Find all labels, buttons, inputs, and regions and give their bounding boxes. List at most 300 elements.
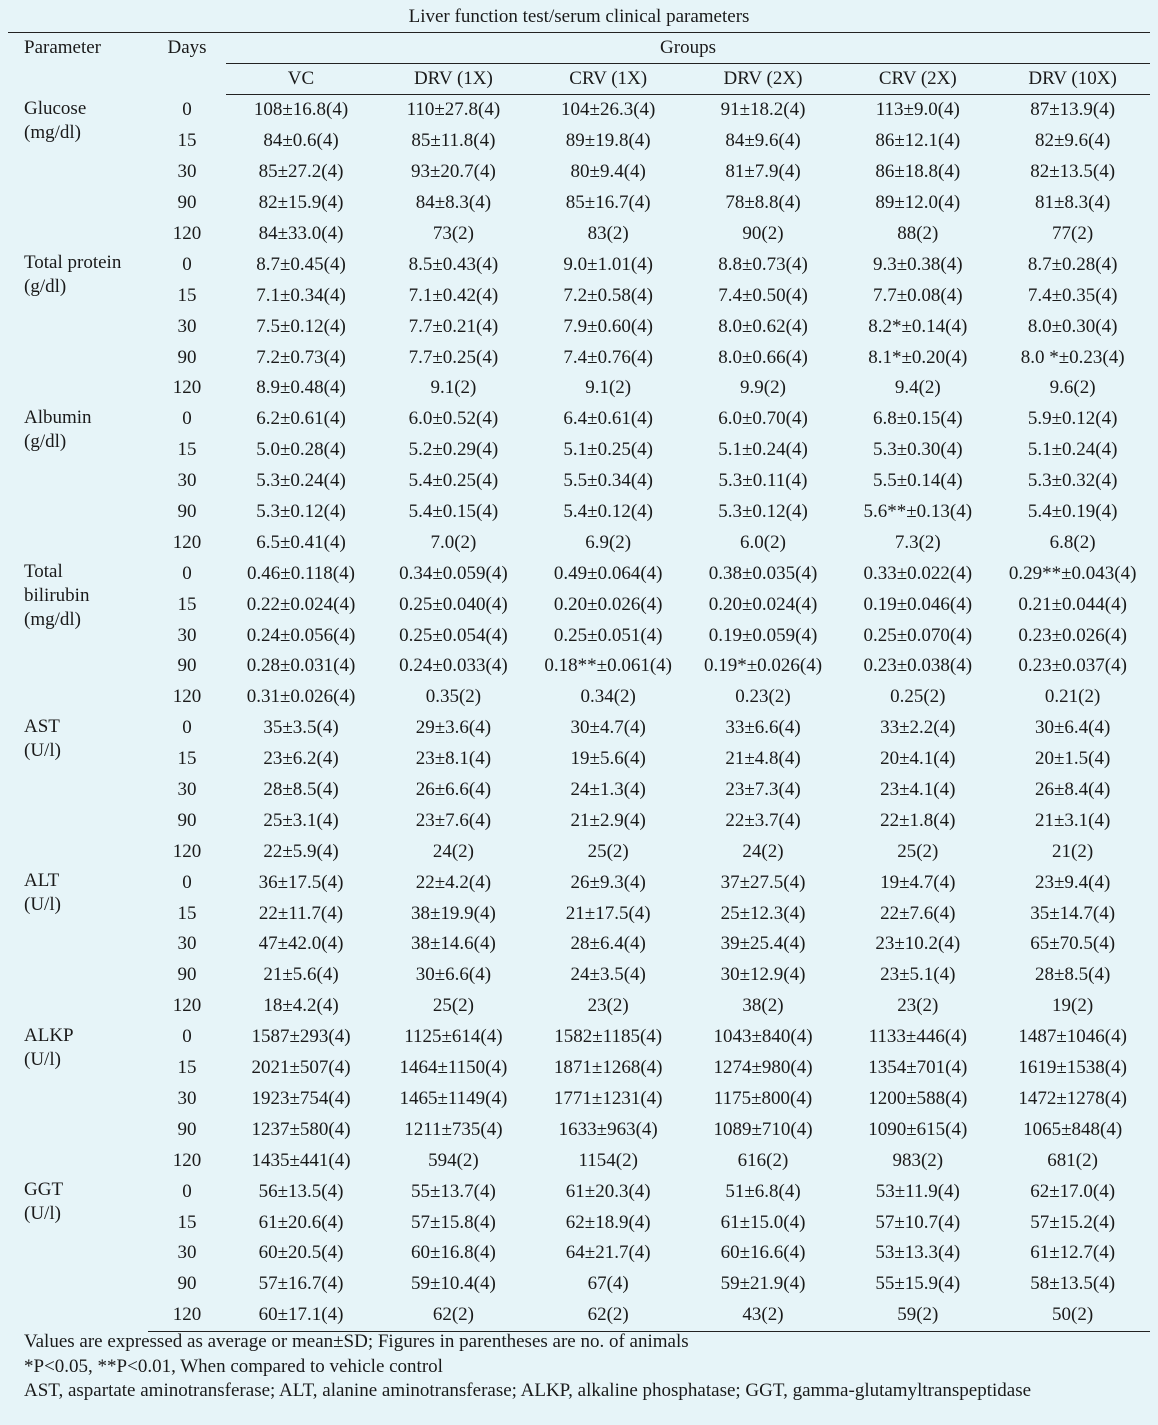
table-row [8, 775, 1150, 806]
value-cell: 29±3.6(4) [415, 717, 492, 739]
value-cell: 30±6.6(4) [415, 964, 492, 986]
value-cell: 22±5.9(4) [263, 840, 339, 862]
value-cell: 5.3±0.12(4) [256, 501, 346, 523]
value-cell: 1465±1149(4) [399, 1087, 508, 1109]
value-cell: 8.2*±0.14(4) [868, 315, 968, 337]
day-cell: 120 [172, 223, 202, 244]
value-cell: 0.24±0.056(4) [246, 624, 356, 646]
value-cell: 7.5±0.12(4) [256, 315, 346, 337]
day-cell: 15 [177, 748, 197, 770]
table-row [8, 373, 1150, 404]
value-cell: 6.5±0.41(4) [256, 531, 346, 553]
value-cell: 6.9(2) [585, 531, 632, 553]
value-cell: 23(2) [587, 995, 629, 1017]
value-cell: 22±4.2(4) [415, 871, 492, 893]
day-cell: 120 [172, 1149, 202, 1171]
value-cell: 81±7.9(4) [725, 161, 801, 183]
value-cell: 9.0±1.01(4) [563, 253, 653, 275]
day-cell: 90 [177, 346, 197, 368]
value-cell: 60±20.5(4) [258, 1242, 344, 1264]
value-cell: 23±8.1(4) [415, 748, 492, 770]
table-row [8, 589, 1150, 620]
value-cell: 30±4.7(4) [570, 717, 646, 739]
value-cell: 9.3±0.38(4) [872, 253, 963, 275]
value-cell: 30±12.9(4) [720, 964, 806, 986]
value-cell: 5.0±0.28(4) [256, 439, 346, 461]
value-cell: 57±10.7(4) [875, 1211, 961, 1233]
table-row [8, 991, 1150, 1022]
value-cell: 5.1±0.24(4) [718, 439, 808, 461]
value-cell: 23±10.2(4) [875, 933, 961, 955]
value-cell: 9.1(2) [585, 377, 632, 399]
value-cell: 22±1.8(4) [880, 809, 956, 831]
value-cell: 19±4.7(4) [880, 871, 956, 893]
value-cell: 1089±710(4) [713, 1118, 813, 1140]
value-cell: 83(2) [587, 223, 629, 244]
value-cell: 26±8.4(4) [1034, 779, 1111, 801]
value-cell: 1619±1538(4) [1018, 1057, 1127, 1079]
value-cell: 7.4±0.76(4) [563, 346, 653, 368]
value-cell: 21(2) [1052, 840, 1094, 862]
table-row [8, 1114, 1150, 1145]
table-row [8, 867, 1150, 898]
table-row [8, 558, 1150, 589]
value-cell: 57±15.8(4) [410, 1211, 496, 1233]
value-cell: 1175±800(4) [713, 1087, 813, 1109]
day-cell: 120 [172, 686, 202, 708]
value-cell: 37±27.5(4) [720, 871, 806, 893]
day-cell: 30 [177, 779, 197, 801]
value-cell: 108±16.8(4) [253, 99, 349, 121]
table-title: Liver function test/serum clinical parameters [8, 2, 1150, 33]
table-row [8, 527, 1150, 558]
value-cell: 24(2) [432, 840, 474, 862]
value-cell: 38±14.6(4) [410, 933, 496, 955]
value-cell: 23±7.3(4) [725, 779, 801, 801]
value-cell: 6.2±0.61(4) [256, 408, 346, 430]
table-row [8, 1176, 1150, 1207]
value-cell: 0.34±0.059(4) [399, 562, 508, 584]
value-cell: 28±8.5(4) [263, 779, 339, 801]
footnote-significance: *P<0.05, **P<0.01, When compared to vehicle control [24, 1355, 443, 1377]
table-row [8, 157, 1150, 188]
value-cell: 1211±735(4) [404, 1118, 503, 1140]
day-cell: 30 [177, 1242, 197, 1264]
value-cell: 0.24±0.033(4) [399, 655, 508, 677]
value-cell: 62±18.9(4) [565, 1211, 651, 1233]
day-cell: 0 [182, 562, 192, 584]
day-cell: 120 [148, 1300, 226, 1331]
value-cell: 1487±1046(4) [1018, 1026, 1127, 1048]
value-cell: 1472±1278(4) [1018, 1087, 1127, 1109]
table-row [8, 836, 1150, 867]
value-cell: 8.0 *±0.23(4) [1020, 346, 1125, 368]
value-cell: 0.19±0.046(4) [863, 593, 973, 615]
value-cell: 84±8.3(4) [415, 192, 492, 214]
value-cell: 43(2) [686, 1300, 841, 1331]
value-cell: 59±21.9(4) [720, 1273, 806, 1295]
value-cell: 7.9±0.60(4) [563, 315, 653, 337]
value-cell: 81±8.3(4) [1034, 192, 1111, 214]
parameter-label: ALT (U/l) [24, 870, 61, 916]
value-cell: 0.21(2) [1044, 686, 1101, 708]
table-row [8, 342, 1150, 373]
value-cell: 91±18.2(4) [720, 99, 806, 121]
value-cell: 7.7±0.21(4) [408, 315, 499, 337]
value-cell: 8.0±0.30(4) [1027, 315, 1118, 337]
value-cell: 57±15.2(4) [1030, 1211, 1116, 1233]
table-row [8, 805, 1150, 836]
table-row [8, 497, 1150, 528]
value-cell: 26±6.6(4) [415, 779, 492, 801]
value-cell: 8.8±0.73(4) [718, 253, 808, 275]
value-cell: 0.28±0.031(4) [246, 655, 356, 677]
value-cell: 21±3.1(4) [1034, 809, 1111, 831]
value-cell: 19(2) [1052, 995, 1094, 1017]
value-cell: 65±70.5(4) [1030, 933, 1116, 955]
value-cell: 82±15.9(4) [258, 192, 344, 214]
table-row [8, 651, 1150, 682]
value-cell: 53±13.3(4) [875, 1242, 961, 1264]
value-cell: 5.3±0.24(4) [256, 470, 346, 492]
value-cell: 1043±840(4) [713, 1026, 813, 1048]
value-cell: 28±8.5(4) [1034, 964, 1111, 986]
value-cell: 21±5.6(4) [263, 964, 339, 986]
value-cell: 33±6.6(4) [725, 717, 801, 739]
value-cell: 1871±1268(4) [553, 1057, 663, 1079]
day-cell: 120 [172, 995, 202, 1017]
table-row [8, 713, 1150, 744]
header-parameter: Parameter [24, 37, 102, 58]
footnote-values: Values are expressed as average or mean±SD; Figures in parentheses are no. of animals [24, 1331, 689, 1352]
value-cell: 90(2) [742, 223, 784, 244]
value-cell: 62±17.0(4) [1030, 1180, 1116, 1202]
value-cell: 84±9.6(4) [725, 130, 801, 152]
value-cell: 35±3.5(4) [263, 717, 339, 739]
value-cell: 0.21±0.044(4) [1018, 593, 1127, 615]
day-cell: 0 [182, 99, 192, 121]
value-cell: 1133±446(4) [868, 1026, 967, 1048]
day-cell: 30 [177, 624, 197, 646]
day-cell: 0 [182, 1180, 192, 1202]
value-cell: 5.3±0.32(4) [1027, 470, 1118, 492]
value-cell: 60±17.1(4) [226, 1300, 376, 1331]
value-cell: 5.1±0.25(4) [563, 439, 653, 461]
table-row [8, 1053, 1150, 1084]
parameter-label: ALKP (U/l) [24, 1024, 74, 1070]
value-cell: 60±16.8(4) [410, 1242, 496, 1264]
value-cell: 39±25.4(4) [720, 933, 806, 955]
value-cell: 21±4.8(4) [725, 748, 801, 770]
day-cell: 0 [182, 1026, 192, 1048]
value-cell: 7.1±0.42(4) [408, 284, 499, 306]
value-cell: 1125±614(4) [404, 1026, 503, 1048]
day-cell: 15 [177, 593, 197, 615]
value-cell: 61±20.6(4) [258, 1211, 344, 1233]
value-cell: 80±9.4(4) [570, 161, 646, 183]
table-row [8, 1145, 1150, 1176]
day-cell: 90 [177, 964, 197, 986]
value-cell: 1464±1150(4) [399, 1057, 508, 1079]
value-cell: 0.25±0.054(4) [399, 624, 508, 646]
value-cell: 24±1.3(4) [570, 779, 646, 801]
value-cell: 5.4±0.15(4) [408, 501, 499, 523]
column-header: CRV (1X) [531, 64, 686, 95]
value-cell: 61±20.3(4) [565, 1180, 651, 1202]
value-cell: 61±15.0(4) [720, 1211, 806, 1233]
value-cell: 88(2) [897, 223, 939, 244]
table-row [8, 126, 1150, 157]
value-cell: 0.31±0.026(4) [246, 686, 356, 708]
table-row [8, 682, 1150, 713]
value-cell: 5.4±0.19(4) [1027, 501, 1118, 523]
value-cell: 0.20±0.024(4) [708, 593, 818, 615]
value-cell: 5.3±0.30(4) [872, 439, 963, 461]
value-cell: 22±7.6(4) [880, 902, 956, 924]
value-cell: 5.2±0.29(4) [408, 439, 499, 461]
value-cell: 5.1±0.24(4) [1027, 439, 1118, 461]
day-cell: 90 [177, 1118, 197, 1140]
value-cell: 57±16.7(4) [258, 1273, 344, 1295]
column-header: DRV (10X) [995, 64, 1150, 95]
value-cell: 24(2) [742, 840, 784, 862]
value-cell: 35±14.7(4) [1030, 902, 1116, 924]
value-cell: 5.3±0.11(4) [718, 470, 808, 492]
value-cell: 7.1±0.34(4) [256, 284, 346, 306]
header-groups: Groups [226, 33, 1150, 64]
value-cell: 33±2.2(4) [880, 717, 956, 739]
value-cell: 983(2) [892, 1149, 944, 1171]
header-days: Days [167, 37, 207, 58]
value-cell: 1633±963(4) [558, 1118, 658, 1140]
parameter-label: AST (U/l) [24, 715, 61, 761]
day-cell: 90 [177, 809, 197, 831]
value-cell: 23±6.2(4) [263, 748, 339, 770]
value-cell: 23±7.6(4) [415, 809, 492, 831]
parameter-label: GGT (U/l) [24, 1179, 64, 1225]
value-cell: 9.4(2) [894, 377, 941, 399]
column-header: VC [226, 64, 376, 95]
value-cell: 8.1*±0.20(4) [868, 346, 968, 368]
value-cell: 89±19.8(4) [565, 130, 651, 152]
value-cell: 84±0.6(4) [263, 130, 339, 152]
value-cell: 2021±507(4) [251, 1057, 351, 1079]
value-cell: 0.29**±0.043(4) [1008, 562, 1137, 584]
value-cell: 1154(2) [578, 1149, 638, 1171]
day-cell: 15 [177, 1057, 197, 1079]
table-row [8, 1022, 1150, 1053]
liver-function-table [8, 2, 1150, 1332]
day-cell: 120 [172, 377, 202, 399]
table-row [8, 1084, 1150, 1115]
value-cell: 8.7±0.28(4) [1027, 253, 1118, 275]
value-cell: 0.34(2) [580, 686, 636, 708]
value-cell: 8.7±0.45(4) [256, 253, 346, 275]
value-cell: 1354±701(4) [868, 1057, 968, 1079]
value-cell: 0.25±0.070(4) [863, 624, 973, 646]
table-row [8, 249, 1150, 280]
value-cell: 6.4±0.61(4) [563, 408, 653, 430]
footnote-abbreviations: AST, aspartate aminotransferase; ALT, alanine aminotransferase; ALKP, alkaline phosphatase; GGT, gamma-glutamyltranspeptidase [24, 1380, 1032, 1401]
value-cell: 1582±1185(4) [554, 1026, 663, 1048]
value-cell: 0.46±0.118(4) [247, 562, 355, 584]
value-cell: 5.3±0.12(4) [718, 501, 808, 523]
value-cell: 5.4±0.12(4) [563, 501, 653, 523]
value-cell: 87±13.9(4) [1030, 99, 1116, 121]
parameter-label: Total protein (g/dl) [24, 252, 122, 298]
value-cell: 5.4±0.25(4) [408, 470, 499, 492]
table-row [8, 1207, 1150, 1238]
value-cell: 28±6.4(4) [570, 933, 646, 955]
value-cell: 21±2.9(4) [570, 809, 646, 831]
parameter-label: Total bilirubin (mg/dl) [24, 561, 90, 631]
value-cell: 84±33.0(4) [258, 223, 344, 244]
value-cell: 47±42.0(4) [258, 933, 344, 955]
value-cell: 22±3.7(4) [725, 809, 801, 831]
day-cell: 30 [177, 161, 197, 183]
day-cell: 90 [177, 192, 197, 214]
value-cell: 7.3(2) [894, 531, 941, 553]
day-cell: 30 [177, 315, 197, 337]
value-cell: 104±26.3(4) [561, 99, 656, 121]
value-cell: 89±12.0(4) [875, 192, 961, 214]
value-cell: 85±16.7(4) [565, 192, 651, 214]
value-cell: 6.8±0.15(4) [872, 408, 963, 430]
value-cell: 0.49±0.064(4) [553, 562, 663, 584]
value-cell: 18±4.2(4) [263, 995, 339, 1017]
parameter-label: Albumin (g/dl) [24, 406, 92, 452]
value-cell: 1587±293(4) [251, 1026, 351, 1048]
value-cell: 5.5±0.34(4) [563, 470, 653, 492]
table-row [8, 311, 1150, 342]
value-cell: 1090±615(4) [868, 1118, 968, 1140]
value-cell: 51±6.8(4) [725, 1180, 801, 1202]
day-cell: 0 [182, 871, 192, 893]
value-cell: 0.18**±0.061(4) [544, 655, 672, 677]
value-cell: 25±3.1(4) [263, 809, 339, 831]
day-cell: 30 [177, 933, 197, 955]
table-footnotes [24, 1330, 1031, 1404]
value-cell: 38(2) [742, 995, 784, 1017]
value-cell: 20±1.5(4) [1034, 748, 1111, 770]
value-cell: 681(2) [1047, 1149, 1098, 1171]
table-row [8, 404, 1150, 435]
value-cell: 1200±588(4) [868, 1087, 968, 1109]
value-cell: 55±13.7(4) [410, 1180, 496, 1202]
day-cell: 90 [177, 501, 197, 523]
value-cell: 113±9.0(4) [875, 99, 960, 121]
value-cell: 5.9±0.12(4) [1027, 408, 1118, 430]
value-cell: 9.1(2) [430, 377, 477, 399]
value-cell: 21±17.5(4) [565, 902, 651, 924]
value-cell: 23(2) [897, 995, 939, 1017]
table-row [8, 280, 1150, 311]
value-cell: 0.33±0.022(4) [863, 562, 973, 584]
value-cell: 616(2) [737, 1149, 789, 1171]
day-cell: 90 [177, 1273, 197, 1295]
value-cell: 1274±980(4) [713, 1057, 813, 1079]
value-cell: 1237±580(4) [251, 1118, 351, 1140]
value-cell: 38±19.9(4) [410, 902, 496, 924]
value-cell: 86±12.1(4) [875, 130, 961, 152]
day-cell: 120 [172, 531, 202, 553]
day-cell: 0 [182, 717, 192, 739]
value-cell: 6.0±0.70(4) [718, 408, 808, 430]
value-cell: 0.22±0.024(4) [246, 593, 356, 615]
value-cell: 6.8(2) [1049, 531, 1096, 553]
value-cell: 86±18.8(4) [875, 161, 961, 183]
value-cell: 8.0±0.66(4) [718, 346, 808, 368]
value-cell: 0.19±0.059(4) [708, 624, 818, 646]
value-cell: 0.19*±0.026(4) [703, 655, 823, 677]
column-header: DRV (1X) [376, 64, 531, 95]
day-cell: 0 [182, 253, 192, 275]
value-cell: 0.25(2) [890, 686, 946, 708]
column-header: DRV (2X) [686, 64, 841, 95]
value-cell: 82±13.5(4) [1030, 161, 1116, 183]
value-cell: 82±9.6(4) [1034, 130, 1111, 152]
value-cell: 5.6**±0.13(4) [863, 501, 973, 523]
value-cell: 8.5±0.43(4) [408, 253, 499, 275]
table-row [8, 1269, 1150, 1300]
value-cell: 61±12.7(4) [1030, 1242, 1116, 1264]
value-cell: 110±27.8(4) [406, 99, 501, 121]
table-row [8, 620, 1150, 651]
day-cell: 15 [177, 1211, 197, 1233]
table-row [8, 435, 1150, 466]
value-cell: 50(2) [995, 1300, 1150, 1331]
value-cell: 85±11.8(4) [411, 130, 496, 152]
value-cell: 7.2±0.58(4) [563, 284, 653, 306]
value-cell: 25(2) [587, 840, 629, 862]
value-cell: 60±16.6(4) [720, 1242, 806, 1264]
day-cell: 30 [177, 470, 197, 492]
value-cell: 0.20±0.026(4) [553, 593, 663, 615]
value-cell: 23±9.4(4) [1034, 871, 1111, 893]
parameter-label: Glucose (mg/dl) [24, 97, 87, 143]
value-cell: 73(2) [432, 223, 474, 244]
value-cell: 62(2) [376, 1300, 531, 1331]
value-cell: 9.6(2) [1049, 377, 1096, 399]
value-cell: 7.7±0.08(4) [872, 284, 963, 306]
value-cell: 1771±1231(4) [553, 1087, 663, 1109]
day-cell: 15 [177, 130, 197, 152]
value-cell: 25(2) [432, 995, 474, 1017]
value-cell: 7.0(2) [430, 531, 477, 553]
value-cell: 67(4) [587, 1273, 629, 1295]
table-row [8, 744, 1150, 775]
value-cell: 8.9±0.48(4) [256, 377, 346, 399]
value-cell: 62(2) [531, 1300, 686, 1331]
value-cell: 0.38±0.035(4) [708, 562, 818, 584]
table-row [8, 898, 1150, 929]
value-cell: 23±5.1(4) [880, 964, 956, 986]
value-cell: 23±4.1(4) [880, 779, 956, 801]
value-cell: 9.9(2) [740, 377, 786, 399]
value-cell: 53±11.9(4) [875, 1180, 960, 1202]
value-cell: 594(2) [428, 1149, 479, 1171]
table-row [8, 466, 1150, 497]
value-cell: 25±12.3(4) [720, 902, 806, 924]
value-cell: 77(2) [1052, 223, 1094, 244]
value-cell: 85±27.2(4) [258, 161, 344, 183]
value-cell: 19±5.6(4) [570, 748, 646, 770]
value-cell: 7.2±0.73(4) [256, 346, 346, 368]
value-cell: 6.0(2) [740, 531, 786, 553]
value-cell: 24±3.5(4) [570, 964, 646, 986]
value-cell: 22±11.7(4) [258, 902, 344, 924]
value-cell: 59(2) [840, 1300, 995, 1331]
